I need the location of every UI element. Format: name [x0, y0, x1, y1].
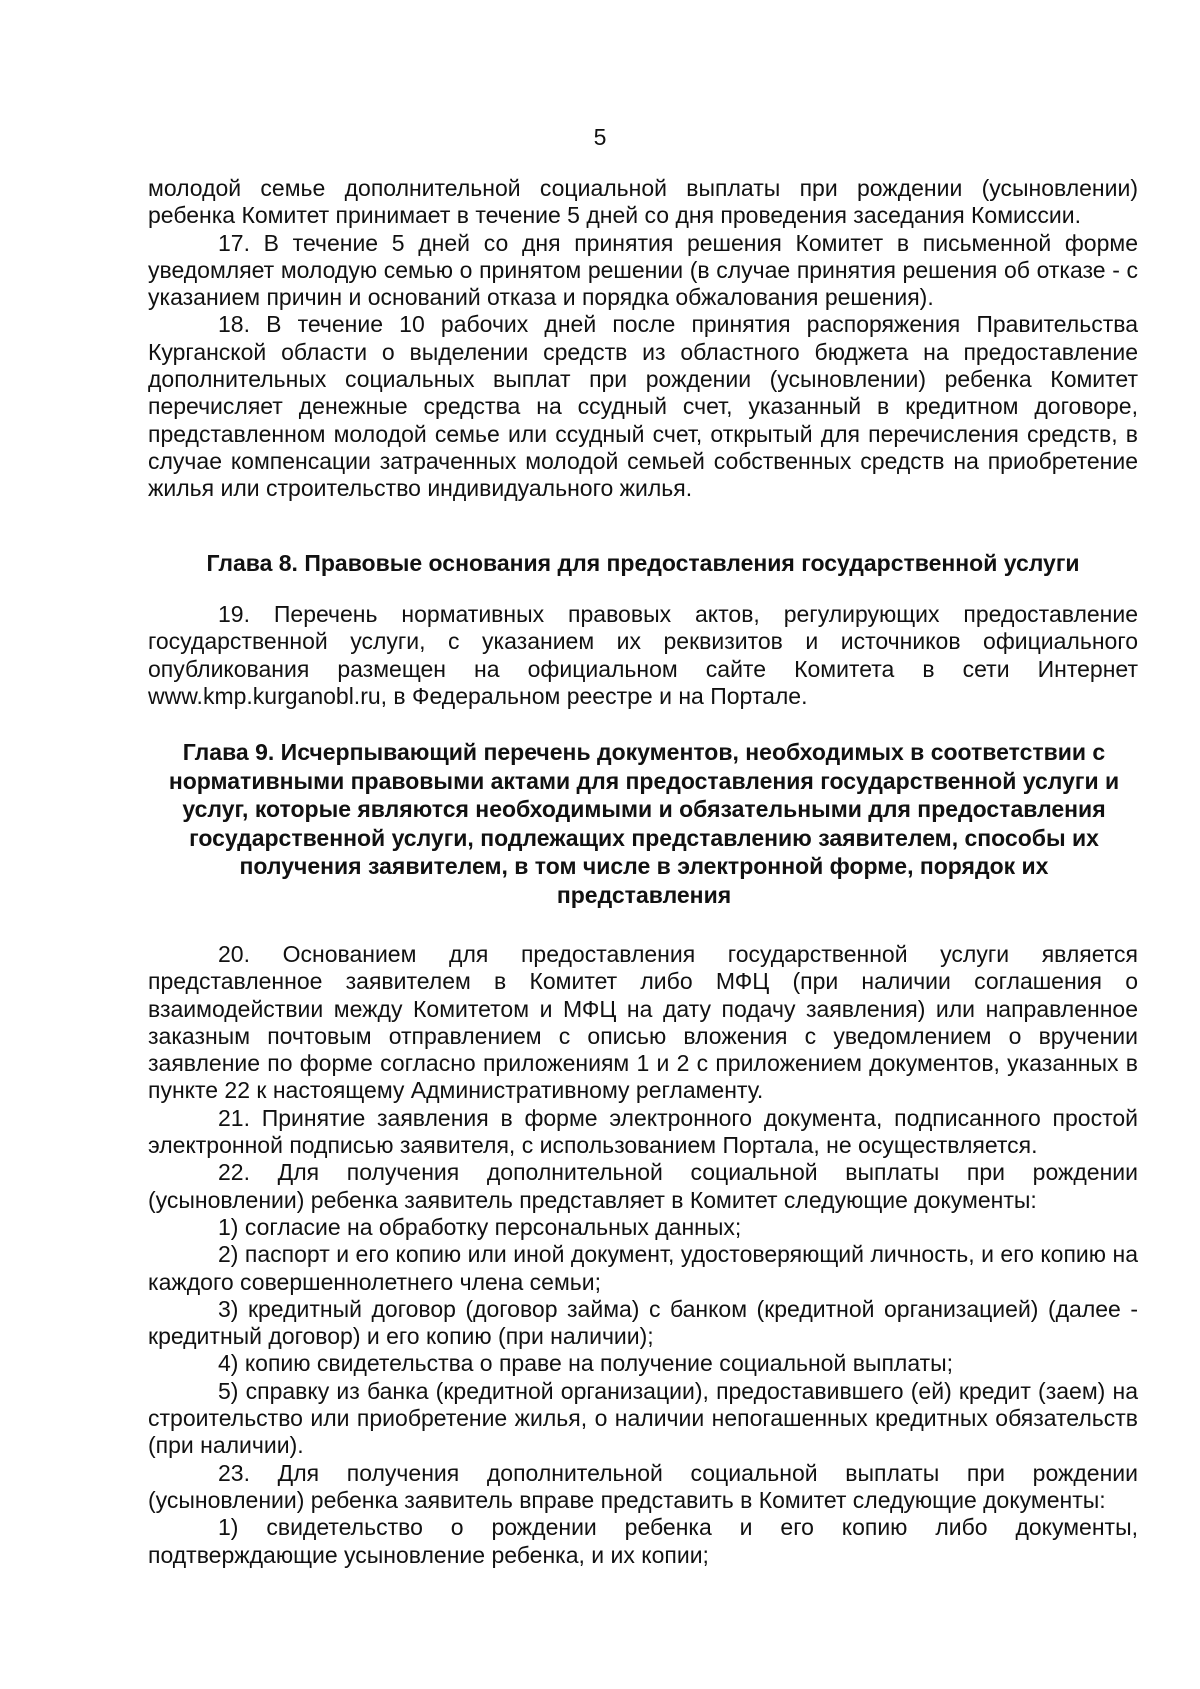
page-number: 5	[593, 124, 607, 150]
paragraph-17: 17. В течение 5 дней со дня принятия решения Комитет в письменной форме уведомляет молодую семью о принятом решении (в случае принятия решения об отказе - с указанием причин и оснований отказа и порядка обжалования решения).	[148, 229, 1138, 311]
chapter-9-heading-wrap	[160, 738, 1128, 910]
chapter-8-section	[148, 601, 1138, 710]
list-item-23-1: 1) свидетельство о рождении ребенка и его копию либо документы, подтверждающие усыновление ребенка, и их копии;	[148, 1514, 1138, 1568]
list-item-22-4: 4) копию свидетельства о праве на получение социальной выплаты;	[218, 1350, 954, 1377]
list-item-22-5: 5) справку из банка (кредитной организации), предоставившего (ей) кредит (заем) на строительство или приобретение жилья, о наличии непогашенных кредитных обязательств (при наличии).	[148, 1377, 1138, 1459]
list-item-22-3: 3) кредитный договор (договор займа) с банком (кредитной организацией) (далее - кредитный договор) и его копию (при наличии);	[148, 1295, 1138, 1350]
paragraph-19: 19. Перечень нормативных правовых актов, регулирующих предоставление государственной услуги, с указанием их реквизитов и источников официального опубликования размещен на официальном сайте Комитета в сети Интернет www.kmp.kurganobl.ru, в Федеральном реестре и на Портале.	[148, 601, 1138, 709]
chapter-8-title: Глава 8. Правовые основания для предоставления государственной услуги	[206, 550, 1080, 576]
list-item-22-2: 2) паспорт и его копию или иной документ, удостоверяющий личность, и его копию на каждого совершеннолетнего члена семьи;	[148, 1241, 1138, 1295]
chapter-9-title: Глава 9. Исчерпывающий перечень документов, необходимых в соответствии с нормативными правовыми актами для предоставления государственной услуги и услуг, которые являются необходимыми и обязательными для предоставления государственной услуги, подлежащих представлению заявителем, способы их получения заявителем, в том числе в электронной форме, порядок их представления	[168, 739, 1120, 908]
paragraph-21: 21. Принятие заявления в форме электронного документа, подписанного простой электронной подписью заявителя, с использованием Портала, не осуществляется.	[148, 1104, 1138, 1159]
intro-section	[148, 175, 1138, 503]
paragraph-20: 20. Основанием для предоставления государственной услуги является представленное заявителем в Комитет либо МФЦ (при наличии соглашения о взаимодействии между Комитетом и МФЦ на дату подачу заявления) или направленное заказным почтовым отправлением с описью вложения с уведомлением о вручении заявление по форме согласно приложениям 1 и 2 с приложением документов, указанных в пункте 22 к настоящему Административному регламенту.	[148, 941, 1138, 1104]
paragraph-continuation: молодой семье дополнительной социальной выплаты при рождении (усыновлении) ребенка Комитет принимает в течение 5 дней со дня проведения заседания Комиссии.	[148, 175, 1138, 229]
list-item-22-1: 1) согласие на обработку персональных данных;	[218, 1213, 742, 1240]
paragraph-18: 18. В течение 10 рабочих дней после принятия распоряжения Правительства Курганской области о выделении средств из областного бюджета на предоставление дополнительных социальных выплат при рождении (усыновлении) ребенка Комитет перечисляет денежные средства на ссудный счет, указанный в кредитном договоре, представленном молодой семье или ссудный счет, открытый для перечисления средств, в случае компенсации затраченных молодой семьей собственных средств на приобретение жилья или строительство индивидуального жилья.	[148, 311, 1138, 502]
chapter-9-section	[148, 941, 1138, 1569]
paragraph-22: 22. Для получения дополнительной социальной выплаты при рождении (усыновлении) ребенка заявитель представляет в Комитет следующие документы:	[148, 1159, 1138, 1213]
paragraph-23: 23. Для получения дополнительной социальной выплаты при рождении (усыновлении) ребенка заявитель вправе представить в Комитет следующие документы:	[148, 1459, 1138, 1513]
chapter-8-heading-wrap	[148, 549, 1138, 578]
